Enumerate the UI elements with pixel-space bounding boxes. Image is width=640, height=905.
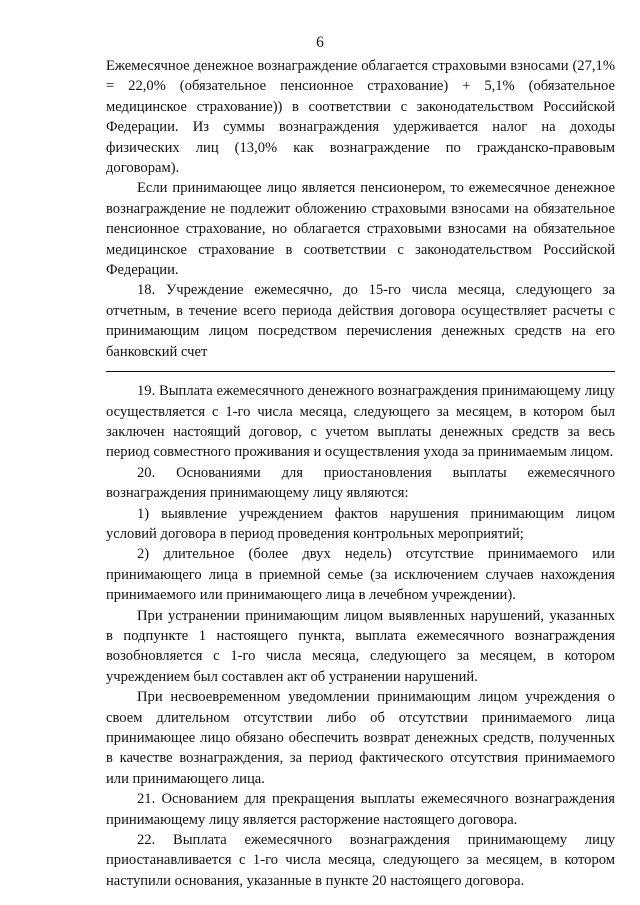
paragraph-19: 19. Выплата ежемесячного денежного вознаграждения принимающему лицу осуществляется с 1-го числа месяца, следующего за месяцем, в котором был заключен настоящий договор, с учетом выплаты денежных средств за весь период совместного проживания и осуществления ухода за принимаемым лицом.: [106, 383, 615, 461]
list-item-1: 1) выявление учреждением фактов нарушения принимающим лицом условий договора в период проведения контрольных мероприятий;: [106, 505, 615, 542]
paragraph-21: 21. Основанием для прекращения выплаты ежемесячного вознаграждения принимающему лицу является расторжение настоящего договора.: [106, 791, 615, 828]
document-body: [106, 56, 615, 891]
page-number: 6: [316, 34, 324, 51]
paragraph-22: 22. Выплата ежемесячного вознаграждения принимающему лицу приостанавливается с 1-го числа месяца, следующего за месяцем, в котором наступили основания, указанные в пункте 20 настоящего договора.: [106, 832, 615, 889]
bank-account-blank-line: [106, 362, 615, 372]
paragraph-late-notice: При несвоевременном уведомлении принимающим лицом учреждения о своем длительном отсутствии либо об отсутствии принимаемого лица принимающее лицо обязано обеспечить возврат денежных средств, полученных в качестве вознаграждения, за период фактического отсутствия принимаемого или принимающего лица.: [106, 689, 615, 787]
paragraph-20: 20. Основаниями для приостановления выплаты ежемесячного вознаграждения принимающему лицу являются:: [106, 464, 615, 502]
paragraph-pensioner: Если принимающее лицо является пенсионером, то ежемесячное денежное вознаграждение не подлежит обложению страховыми взносами на обязательное пенсионное страхование, но облагается страховыми взносами на обязательное медицинское страхование в соответствии с законодательством Российской Федерации.: [106, 180, 615, 279]
paragraph-violations-resolved: При устранении принимающим лицом выявленных нарушений, указанных в подпункте 1 настоящего пункта, выплата ежемесячного вознаграждения возобновляется с 1-го числа месяца, следующего за месяцем, в котором учреждением был составлен акт об устранении нарушений.: [106, 607, 615, 685]
paragraph-insurance-contributions: Ежемесячное денежное вознаграждение облагается страховыми взносами (27,1% = 22,0% (обязательное пенсионное страхование) + 5,1% (обязательное медицинское страхование)) в соответствии с законодательством Российской Федерации. Из суммы вознаграждения удерживается налог на доходы физических лиц (13,0% как вознаграждение по гражданско-правовым договорам).: [106, 58, 615, 177]
paragraph-18: 18. Учреждение ежемесячно, до 15-го числа месяца, следующего за отчетным, в течение всего периода действия договора осуществляет расчеты с принимающим лицом посредством перечисления денежных средств на его банковский счет: [106, 282, 615, 360]
list-item-2: 2) длительное (более двух недель) отсутствие принимаемого или принимающего лица в приемной семье (за исключением случаев нахождения принимаемого или принимающего лица в лечебном учреждении).: [106, 546, 615, 604]
